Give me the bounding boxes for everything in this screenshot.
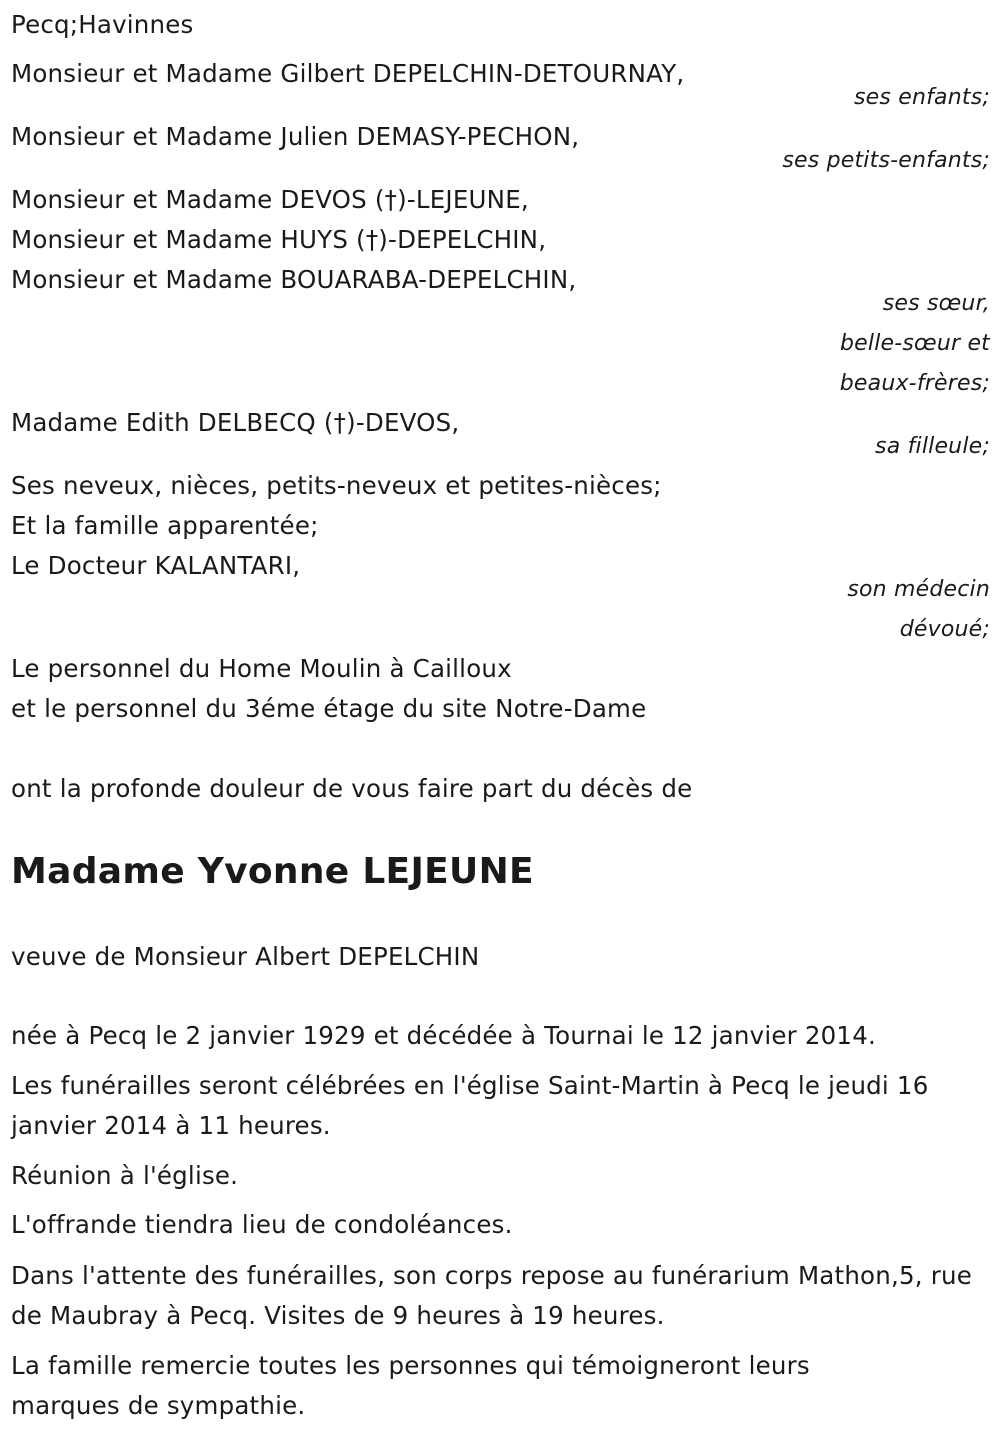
widow-of: veuve de Monsieur Albert DEPELCHIN [11, 942, 480, 971]
family-line: Monsieur et Madame BOUARABA-DEPELCHIN, [11, 265, 577, 294]
family-line: Et la famille apparentée; [11, 511, 319, 540]
announcement: ont la profonde douleur de vous faire part du décès de [11, 774, 693, 803]
thanks-message: La famille remercie toutes les personnes qui témoigneront leurs marques de sympathie. [11, 1351, 810, 1420]
family-line: Monsieur et Madame DEVOS (†)-LEJEUNE, [11, 185, 529, 214]
family-line: Monsieur et Madame Gilbert DEPELCHIN-DETOURNAY, [11, 59, 685, 88]
relation-label: dévoué; [899, 617, 990, 642]
funerarium-info: Dans l'attente des funérailles, son corps repose au funérarium Mathon,5, rue de Maubray à Pecq. Visites de 9 heures à 19 heures. [11, 1261, 972, 1330]
relation-label: beaux-frères; [839, 371, 990, 396]
relation-label: ses enfants; [853, 85, 990, 110]
family-line: Ses neveux, nièces, petits-neveux et petites-nièces; [11, 471, 662, 500]
relation-label: sa filleule; [875, 434, 990, 459]
funeral-info: Les funérailles seront célébrées en l'église Saint-Martin à Pecq le jeudi 16 janvier 2014 à 11 heures. [11, 1071, 929, 1140]
relation-label: ses petits-enfants; [782, 148, 990, 173]
birth-death-dates: née à Pecq le 2 janvier 1929 et décédée à Tournai le 12 janvier 2014. [11, 1021, 876, 1050]
offering-info: L'offrande tiendra lieu de condoléances. [11, 1210, 513, 1239]
deceased-name: Madame Yvonne LEJEUNE [11, 851, 534, 892]
relation-label: belle-sœur et [839, 331, 990, 356]
family-line: Monsieur et Madame HUYS (†)-DEPELCHIN, [11, 225, 547, 254]
relation-label: ses sœur, [882, 291, 990, 316]
location: Pecq;Havinnes [11, 10, 194, 39]
family-line: Monsieur et Madame Julien DEMASY-PECHON, [11, 122, 580, 151]
staff-line: et le personnel du 3éme étage du site Notre-Dame [11, 694, 647, 723]
family-line: Madame Edith DELBECQ (†)-DEVOS, [11, 408, 460, 437]
relation-label: son médecin [847, 577, 990, 602]
staff-line: Le personnel du Home Moulin à Cailloux [11, 654, 512, 683]
reunion-info: Réunion à l'église. [11, 1161, 239, 1190]
family-line: Le Docteur KALANTARI, [11, 551, 301, 580]
